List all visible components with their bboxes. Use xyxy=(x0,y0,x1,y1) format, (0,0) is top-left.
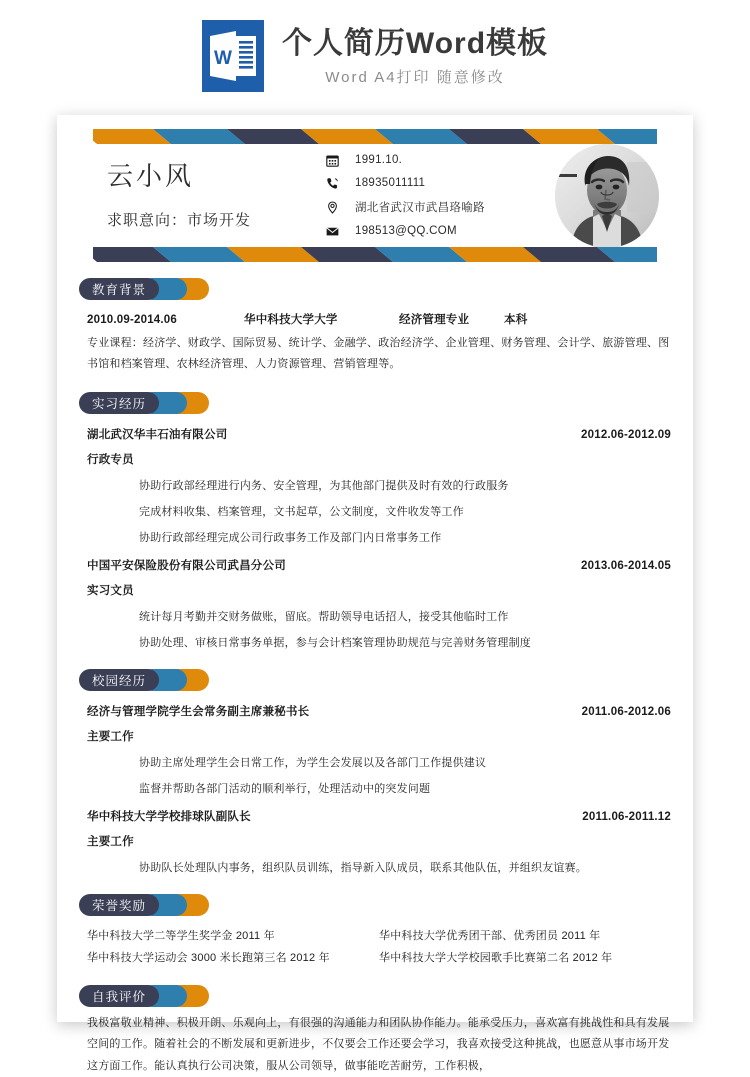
award-item: 华中科技大学二等学生奖学金 2011 年 xyxy=(87,929,275,942)
section-header-campus xyxy=(79,669,693,691)
job-date: 2011.06-2012.06 xyxy=(581,705,671,718)
contact-phone xyxy=(325,176,555,190)
education-school: 华中科技大学大学 xyxy=(244,314,338,326)
job-duty: 协助主席处理学生会日常工作，为学生会发展以及各部门工作提供建议 xyxy=(139,756,487,769)
job-duty: 协助行政部经理完成公司行政事务工作及部门内日常事务工作 xyxy=(139,531,442,544)
section-header-self-evaluation xyxy=(79,985,693,1007)
job-company: 湖北武汉华丰石油有限公司 xyxy=(87,428,228,441)
contact-value: 1991.10. xyxy=(355,154,403,166)
candidate-name: 云小风 xyxy=(107,160,195,191)
education-major: 经济管理专业 xyxy=(399,314,470,326)
award-item: 华中科技大学优秀团干部、优秀团员 2011 年 xyxy=(379,929,601,942)
self-evaluation-text: 我极富敬业精神、积极开朗、乐观向上，有很强的沟通能力和团队协作能力。能承受压力，喜欢富有挑战性和具有发展空间的工作。随着社会的不断发展和更新进步，不仅要会工作还要会学习，我喜欢接受这种挑战，也愿意从事市场开发这方面工作。能认真执行公司决策，服从公司领导，做事能吃苦耐劳，工作积极， xyxy=(87,1016,670,1072)
word-logo-letter: W xyxy=(213,48,232,69)
education-row xyxy=(87,311,671,327)
template-promo-banner xyxy=(0,0,750,112)
contact-email xyxy=(325,224,555,238)
section-body-education xyxy=(79,311,671,376)
section-title: 自我评价 xyxy=(79,985,159,1007)
job-date: 2012.06-2012.09 xyxy=(581,428,671,441)
section-body-internship xyxy=(79,426,671,650)
name-block xyxy=(79,161,319,230)
section-title: 校园经历 xyxy=(79,669,159,691)
job-duty: 统计每月考勤并交财务做账，留底。帮助领导电话招人，接受其他临时工作 xyxy=(139,610,509,623)
section-header-education xyxy=(79,278,693,300)
job-duty: 协助队长处理队内事务，组织队员训练，指导新入队成员，联系其他队伍，并组织友谊赛。 xyxy=(139,861,587,874)
section-body-self-evaluation xyxy=(79,1013,671,1077)
envelope-icon xyxy=(325,224,339,238)
contact-birthdate xyxy=(325,153,555,167)
job-role: 主要工作 xyxy=(87,835,134,848)
job-entry-header xyxy=(87,808,671,824)
job-objective: 求职意向：市场开发 xyxy=(107,212,252,230)
banner-subtitle: Word A4打印 随意修改 xyxy=(325,69,505,87)
chevron-strip-top xyxy=(79,129,671,144)
contact-value: 湖北省武汉市武昌珞喻路 xyxy=(355,202,485,214)
education-courses: 专业课程：经济学、财政学、国际贸易、统计学、金融学、政治经济学、企业管理、财务管理、会计学、旅游管理、图书馆和档案管理、农林经济管理、人力资源管理、营销管理等。 xyxy=(87,337,670,371)
phone-icon xyxy=(325,176,339,190)
job-company: 华中科技大学学校排球队副队长 xyxy=(87,810,251,823)
section-title: 荣誉奖励 xyxy=(79,894,159,916)
contact-value: 198513@QQ.COM xyxy=(355,225,457,237)
job-company: 中国平安保险股份有限公司武昌分公司 xyxy=(87,559,286,572)
job-role: 行政专员 xyxy=(87,453,134,466)
job-entry-header xyxy=(87,557,671,573)
location-pin-icon xyxy=(325,200,339,214)
job-duty: 协助行政部经理进行内务、安全管理，为其他部门提供及时有效的行政服务 xyxy=(139,479,509,492)
contact-value: 18935011111 xyxy=(355,177,426,189)
job-company: 经济与管理学院学生会常务副主席兼秘书长 xyxy=(87,705,310,718)
job-date: 2011.06-2011.12 xyxy=(582,810,671,823)
education-degree: 本科 xyxy=(504,314,528,326)
job-duty: 监督并帮助各部门活动的顺利举行，处理活动中的突发问题 xyxy=(139,782,431,795)
award-item: 华中科技大学大学校园歌手比赛第二名 2012 年 xyxy=(379,951,613,964)
section-body-campus xyxy=(79,703,671,875)
banner-title: 个人简历Word模板 xyxy=(281,26,549,60)
job-role: 主要工作 xyxy=(87,730,134,743)
job-role: 实习文员 xyxy=(87,584,134,597)
profile-header xyxy=(79,129,671,262)
awards-grid xyxy=(87,925,671,969)
job-entry-header xyxy=(87,703,671,719)
job-entry-header xyxy=(87,426,671,442)
award-item: 华中科技大学运动会 3000 米长跑第三名 2012 年 xyxy=(87,951,330,964)
calendar-icon xyxy=(325,153,339,167)
section-header-awards xyxy=(79,894,693,916)
job-duty: 完成材料收集、档案管理，文书起草，公文制度，文件收发等工作 xyxy=(139,505,464,518)
contact-address xyxy=(325,199,555,215)
profile-body xyxy=(79,144,671,247)
avatar xyxy=(555,144,659,248)
job-duty: 协助处理、审核日常事务单据，参与会计档案管理协助规范与完善财务管理制度 xyxy=(139,636,531,649)
chevron-strip-bottom xyxy=(79,247,671,262)
education-date: 2010.09-2014.06 xyxy=(87,314,177,326)
section-header-internship xyxy=(79,392,693,414)
section-body-awards xyxy=(79,925,671,969)
section-title: 实习经历 xyxy=(79,392,159,414)
word-document-icon xyxy=(202,20,264,92)
section-title: 教育背景 xyxy=(79,278,159,300)
job-date: 2013.06-2014.05 xyxy=(581,559,671,572)
resume-page xyxy=(57,115,693,1072)
contact-list xyxy=(319,153,555,238)
